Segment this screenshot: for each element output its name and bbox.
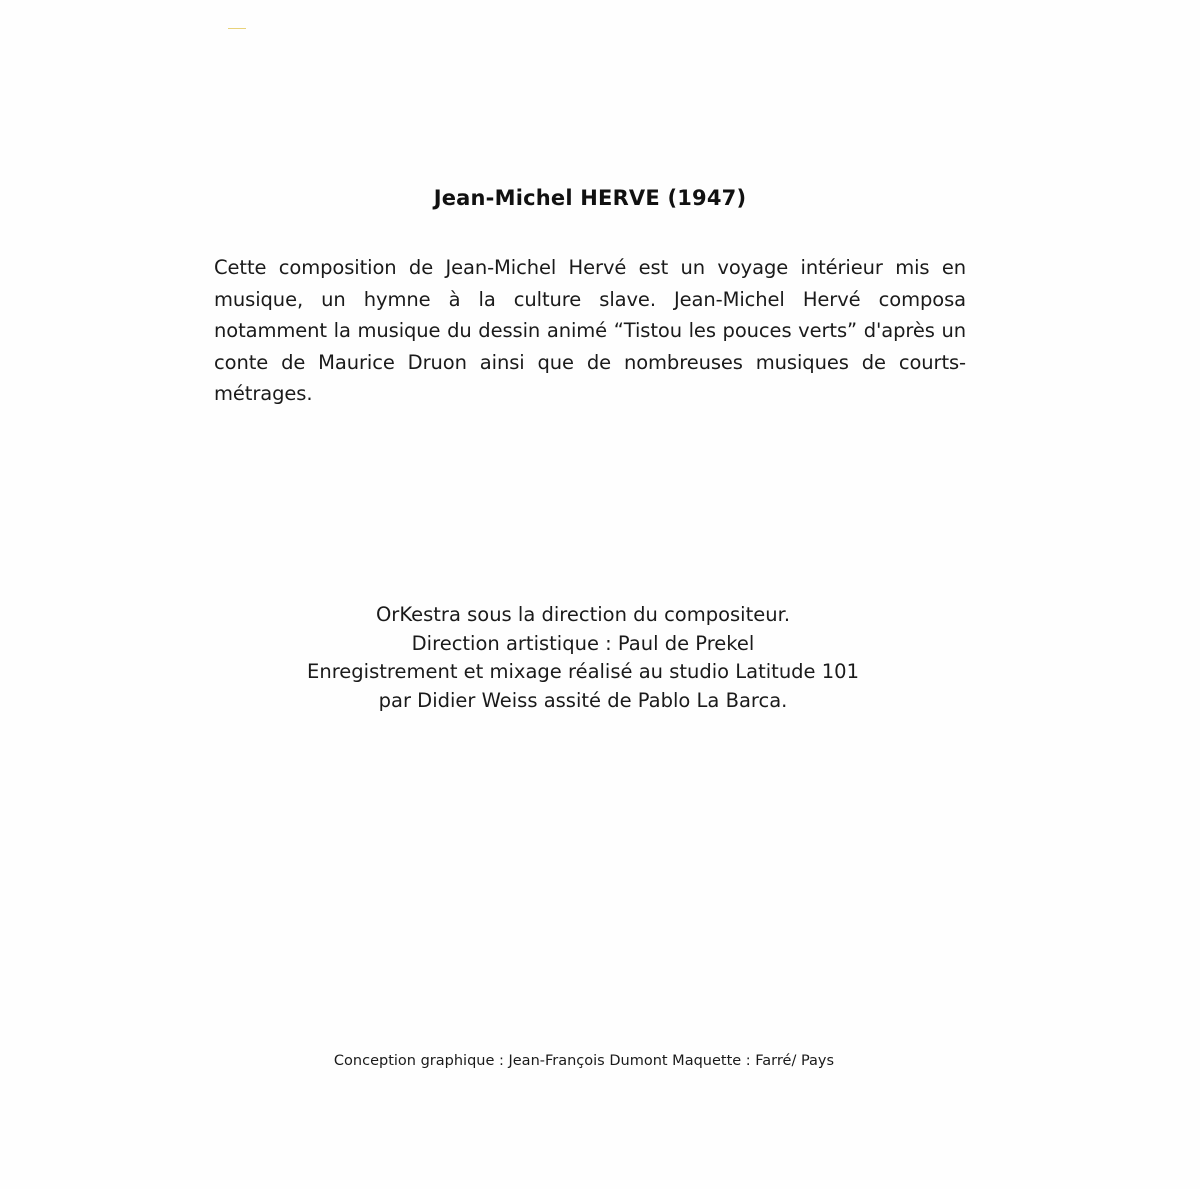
design-credit-footer: Conception graphique : Jean-François Dumont Maquette : Farré/ Pays	[333, 1053, 835, 1069]
credit-line-recording: Enregistrement et mixage réalisé au studio Latitude 101	[307, 660, 859, 683]
credits-block	[0, 601, 1166, 715]
scan-artifact	[228, 28, 246, 29]
credit-line-orchestra: OrKestra sous la direction du compositeur.	[375, 603, 791, 626]
credit-line-engineer: par Didier Weiss assité de Pablo La Barca.	[378, 688, 788, 712]
composer-bio: Cette composition de Jean-Michel Hervé est un voyage intérieur mis en musique, un hymne à la culture slave. Jean-Michel Hervé composa notamment la musique du dessin animé “Tistou les pouces verts” d'après un conte de Maurice Druon ainsi que de nombreuses musiques de courts-métrages.	[214, 256, 966, 405]
credit-line-artistic-direction: Direction artistique : Paul de Prekel	[411, 631, 755, 655]
composer-title: Jean-Michel HERVE (1947)	[433, 186, 747, 210]
